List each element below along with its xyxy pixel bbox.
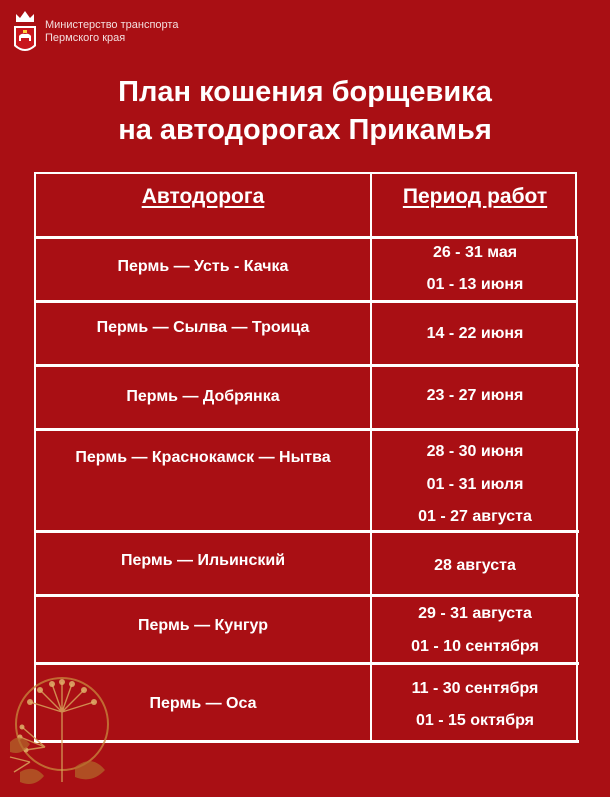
column-header-period: Период работ xyxy=(402,185,548,208)
hogweed-icon xyxy=(0,672,130,792)
table-row-period: 26 - 31 мая xyxy=(432,244,518,261)
table-row-period: 01 - 10 сентября xyxy=(411,638,539,655)
table-row-road: Пермь — Сылва — Троица xyxy=(96,319,310,336)
organization-line-1: Министерство транспорта xyxy=(45,19,179,31)
table-row-road: Пермь — Краснокамск — Нытва xyxy=(75,449,331,466)
table-border xyxy=(34,662,579,665)
table-border xyxy=(34,236,36,743)
table-row-road: Пермь — Ильинский xyxy=(120,552,286,569)
table-row-period: 01 - 13 июня xyxy=(426,276,524,293)
table-border xyxy=(34,236,577,239)
table-row-period: 14 - 22 июня xyxy=(426,325,524,342)
page-title-line-2: на автодорогах Прикамья xyxy=(118,114,492,146)
table-row-period: 11 - 30 сентября xyxy=(411,680,539,697)
table-border xyxy=(34,428,579,431)
table-row-period: 01 - 31 июля xyxy=(426,476,524,493)
table-border xyxy=(34,530,579,533)
table-border xyxy=(34,300,577,303)
table-row-period: 01 - 27 августа xyxy=(418,508,532,525)
table-row-period: 28 - 30 июня xyxy=(426,443,524,460)
table-row-road: Пермь — Кунгур xyxy=(138,617,268,634)
page-title-line-1: План кошения борщевика xyxy=(118,76,492,108)
table-border xyxy=(34,364,579,367)
organization-line-2: Пермского края xyxy=(45,32,126,44)
table-row-period: 28 августа xyxy=(434,557,516,574)
table-row-period: 29 - 31 августа xyxy=(418,605,532,622)
table-row-period: 01 - 15 октября xyxy=(416,712,534,729)
column-header-road: Автодорога xyxy=(141,185,265,208)
table-row-road: Пермь — Усть - Качка xyxy=(117,258,289,275)
table-border xyxy=(34,172,577,174)
table-row-road: Пермь — Добрянка xyxy=(126,388,280,405)
table-row-road: Пермь — Оса xyxy=(149,695,257,712)
table-border xyxy=(34,594,579,597)
table-row-period: 23 - 27 июня xyxy=(426,387,524,404)
